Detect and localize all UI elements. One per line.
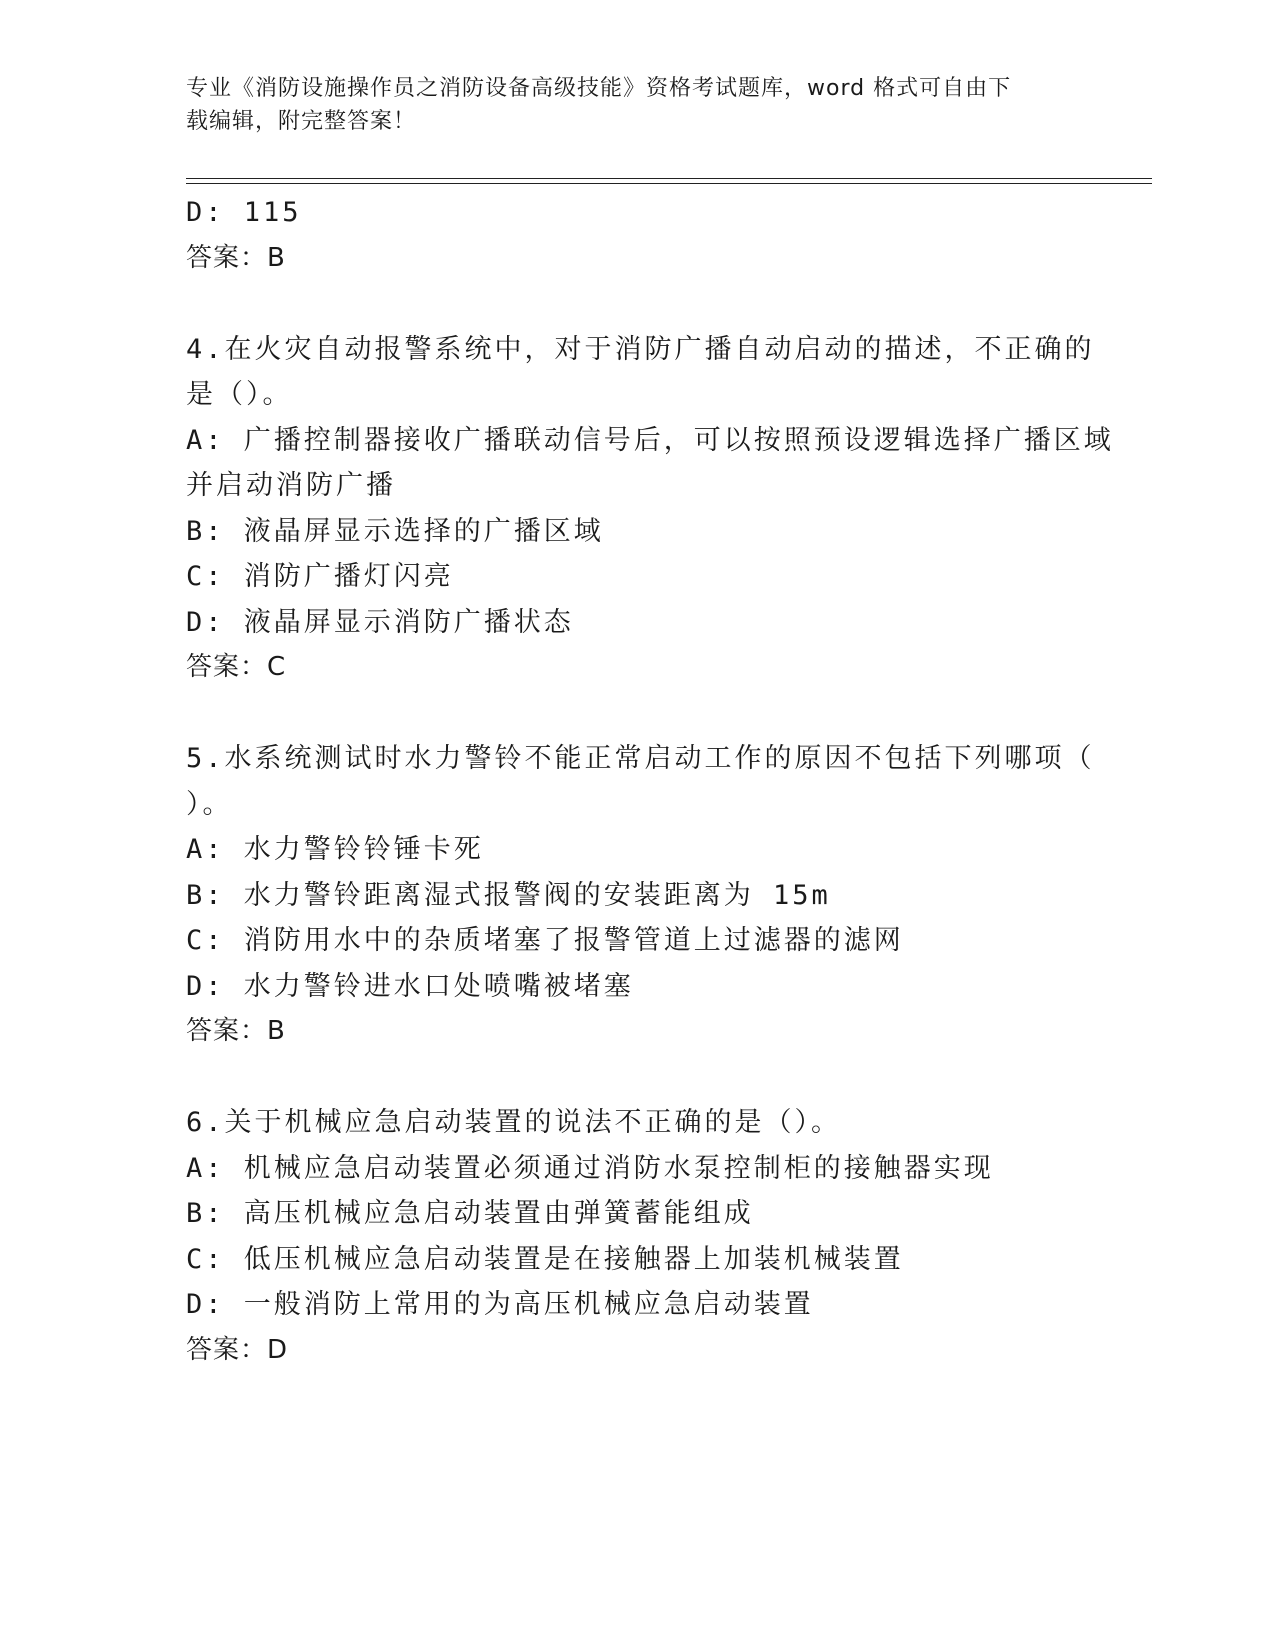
option-b: B: 液晶屏显示选择的广播区域 xyxy=(186,515,604,547)
option-b: B: 水力警铃距离湿式报警阀的安装距离为 15m xyxy=(186,879,831,911)
option-d: D: 一般消防上常用的为高压机械应急启动装置 xyxy=(186,1289,814,1320)
question-stem-continued: 是（）。 xyxy=(186,379,293,410)
answer: 答案：D xyxy=(186,1334,289,1365)
question-stem: 6.关于机械应急启动装置的说法不正确的是（）。 xyxy=(186,1107,842,1138)
header-line-1: 专业《消防设施操作员之消防设备高级技能》资格考试题库，word 格式可自由下 xyxy=(186,76,1012,101)
header-divider-top xyxy=(186,178,1152,179)
question-5 xyxy=(186,736,1095,1055)
answer: 答案：C xyxy=(186,652,287,682)
option-a-continued: 并启动消防广播 xyxy=(186,470,396,501)
option-c: C: 消防广播灯闪亮 xyxy=(186,561,454,592)
spacer xyxy=(186,281,1086,327)
document-header xyxy=(186,72,1086,138)
option-a: A: 机械应急启动装置必须通过消防水泵控制柜的接触器实现 xyxy=(186,1152,994,1184)
question-stem-continued: ）。 xyxy=(186,788,233,820)
option-d: D: 115 xyxy=(186,197,302,228)
spacer xyxy=(186,1055,1086,1101)
option-d: D: 水力警铃进水口处喷嘴被堵塞 xyxy=(186,970,634,1002)
option-a: A: 广播控制器接收广播联动信号后，可以按照预设逻辑选择广播区域 xyxy=(186,424,1114,456)
question-3 xyxy=(186,190,1086,281)
question-4 xyxy=(186,327,1114,691)
spacer xyxy=(186,691,1086,737)
header-line-2: 载编辑，附完整答案！ xyxy=(186,109,417,134)
answer: 答案：B xyxy=(186,242,286,273)
answer: 答案：B xyxy=(186,1016,286,1046)
question-list xyxy=(186,190,1114,1373)
question-stem: 4.在火灾自动报警系统中，对于消防广播自动启动的描述，不正确的 xyxy=(186,333,1095,365)
option-c: C: 消防用水中的杂质堵塞了报警管道上过滤器的滤网 xyxy=(186,925,904,956)
question-6 xyxy=(186,1100,1086,1373)
option-d: D: 液晶屏显示消防广播状态 xyxy=(186,606,574,638)
option-b: B: 高压机械应急启动装置由弹簧蓄能组成 xyxy=(186,1198,754,1229)
header-divider-bottom xyxy=(186,183,1152,184)
option-a: A: 水力警铃铃锤卡死 xyxy=(186,834,484,865)
question-stem: 5.水系统测试时水力警铃不能正常启动工作的原因不包括下列哪项（ xyxy=(186,743,1095,774)
option-c: C: 低压机械应急启动装置是在接触器上加装机械装置 xyxy=(186,1243,904,1275)
